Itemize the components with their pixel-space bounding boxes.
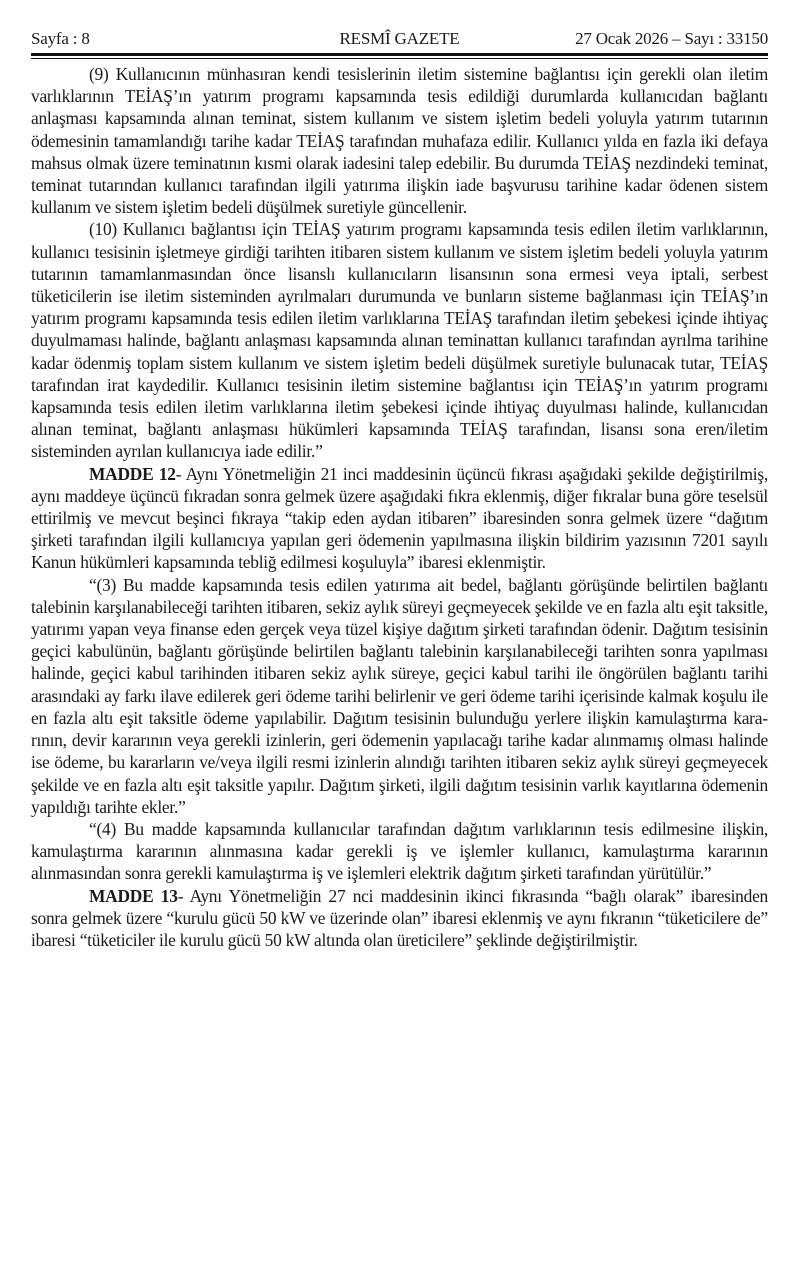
paragraph-text: (10) Kullanıcı bağlantısı için TEİAŞ yatırım programı kapsamında tesis edilen iletim varlıklarının, kullanıcı tesisinin işletmeye girdiği tarihten itibaren sistem kullanım ve sistem işletim bedeli yoluyla yatırım tutarının tamamlanmasından önce lisanslı kullanıcıların lisansının sona ermesi veya iptali, serbest tüketicilerin ise iletim sisteminden ayrılmaları durumunda ve bunların sisteme bağlanması için TEİAŞ’ın yatırım programı kapsamında tesis edilen iletim varlıklarına TEİAŞ tarafından iletim şebekesi içinde ihtiyaç duyulmaması halinde, bağlantı anlaşması kapsamında alınan teminattan kullanıcı tarafından ayrılma tarihine kadar ödenmiş toplam sistem kullanım ve sistem işletim bedeli düşülmek suretiyle bulunacak tutar, TEİAŞ tarafından irat kaydedilir. Kullanıcı tesisinin iletim sistemine bağlantısı için TEİAŞ’ın yatırım programı kapsamında tesis edilen iletim varlıklarına iletim şebekesi içinde ihtiyaç duyulması halinde, kullanıcıdan alınan teminat, bağlantı anlaşması hükümleri kapsamında TEİAŞ tarafından, lisansı sona eren/iletim sisteminden ayrılan kullanıcıya iade edilir.” (31, 219, 768, 462)
paragraph-text: - Aynı Yönetmeliğin 27 nci maddesinin ikinci fıkrasında “bağlı olarak” ibaresinden sonra gelmek üzere “kurulu gücü 50 kW ve üzerinde olan” ibaresi eklenmiş ve aynı fıkranın “tüketicilere de” ibaresi “tüketiciler ile kurulu gücü 50 kW altında olan üreticilere” şeklinde değiştirilmiştir. (31, 885, 768, 950)
page-header (31, 28, 768, 50)
header-rule-thin (31, 58, 768, 59)
article-heading: MADDE 13 (89, 885, 178, 906)
date-issue-number: 27 Ocak 2026 – Sayı : 33150 (575, 29, 768, 48)
paragraph-text: “(3) Bu madde kapsamında tesis edilen yatırıma ait bedel, bağlantı görüşünde belirtilen bağlantı talebinin karşılanabileceği tarihten itibaren, sekiz aylık süreyi geçmeyecek şekilde ve en fazla altı eşit taksitle, yatırımı yapan veya finanse eden gerçek veya tüzel kişiye dağıtım şirketi tarafından ödenir. Dağıtım tesisinin geçici kabulünün, bağlantı görüşünde belirtilen bağlantı talebinin karşılanabileceği tarihten sonra yapılması halinde, geçici kabul tarihinden itibaren sekiz aylık süreye, geçici kabul tarihi ile öngörülen bağlantı tarihi arasındaki ay farkı ilave edilerek geri ödeme tarihi belirlenir ve geri ödeme tarihi içerisinde kalmak koşulu ile en fazla altı eşit taksitle ödeme yapılabilir. Dağıtım tesisinin bulunduğu yerlere ilişkin kamulaştırma kararının, devir kararının veya gerekli izinlerin, geri ödemenin yapılacağı tarihe kadar alınmamış olması halinde ise ödeme, bu kararların ve/veya ilgili resmi izinlerin alındığı tarihten itibaren sekiz aylık süreyi geçmeyecek şekilde ve en fazla altı eşit taksitle yapılır. Dağıtım şirketi, ilgili dağıtım tesisinin varlık kayıtlarına ödemenin yapıldığı tarihte ekler.” (31, 574, 768, 817)
article-13 (31, 885, 768, 952)
header-rule-thick (31, 53, 768, 56)
document-body (31, 63, 768, 951)
paragraph-text: “(4) Bu madde kapsamında kullanıcılar tarafından dağıtım varlıklarının tesis edilmesine ilişkin, kamulaştırma kararının alınmasına kadar gerekli iş ve işlemler kullanıcı, kamulaştırma kararının alınmasından sonra gerekli kamulaştırma iş ve işlemleri elektrik dağıtım şirketi tarafından yürütülür.” (31, 818, 768, 884)
paragraph-9 (31, 63, 768, 218)
paragraph-text: - Aynı Yönetmeliğin 21 inci maddesinin üçüncü fıkrası aşağıdaki şekilde değiştirilmiş, aynı maddeye üçüncü fıkradan sonra gelmek üzere aşağıdaki fıkra eklenmiş, diğer fıkralar buna göre teselsül ettirilmiş ve mevcut beşinci fıkraya “takip eden aydan itibaren” ibaresinden sonra gelmek üzere “dağıtım şirketi tarafından ilgili kullanıcıya yapılan geri ödemenin yapılmasına ilişkin bildirim yazısının 7201 sayılı Kanun hükümleri kapsamında tebliğ edilmesi koşuluyla” ibaresi eklenmiştir. (31, 463, 768, 573)
gazette-page (31, 28, 768, 951)
article-12-clause-4 (31, 818, 768, 885)
article-12-clause-3 (31, 574, 768, 818)
page-number: Sayfa : 8 (31, 29, 90, 48)
publication-title: RESMÎ GAZETE (339, 29, 460, 48)
paragraph-10 (31, 218, 768, 462)
article-heading: MADDE 12 (89, 463, 176, 484)
article-12 (31, 463, 768, 574)
paragraph-text: (9) Kullanıcının münhasıran kendi tesislerinin iletim sistemine bağlantısı için gerekli olan iletim varlıklarının TEİAŞ’ın yatırım programı kapsamında tesis edildiği durumlarda kullanıcıdan bağlantı anlaşması kapsamında alınan teminat, sistem kullanım ve sistem işletim bedeli yoluyla yatırım tutarının ödemesinin tamamlandığı tarihe kadar TEİAŞ tarafından muhafaza edilir. Kullanıcı yılda en fazla iki defaya mahsus olmak üzere teminatının kısmi olarak iadesini talep edebilir. Bu durumda TEİAŞ nezdindeki teminat, teminat tutarından kullanıcı tarafından ilgili yatırıma ilişkin iade başvurusu tarihine kadar ödenen sistem kullanım ve sistem işletim bedeli düşülmek suretiyle güncellenir. (31, 64, 768, 218)
